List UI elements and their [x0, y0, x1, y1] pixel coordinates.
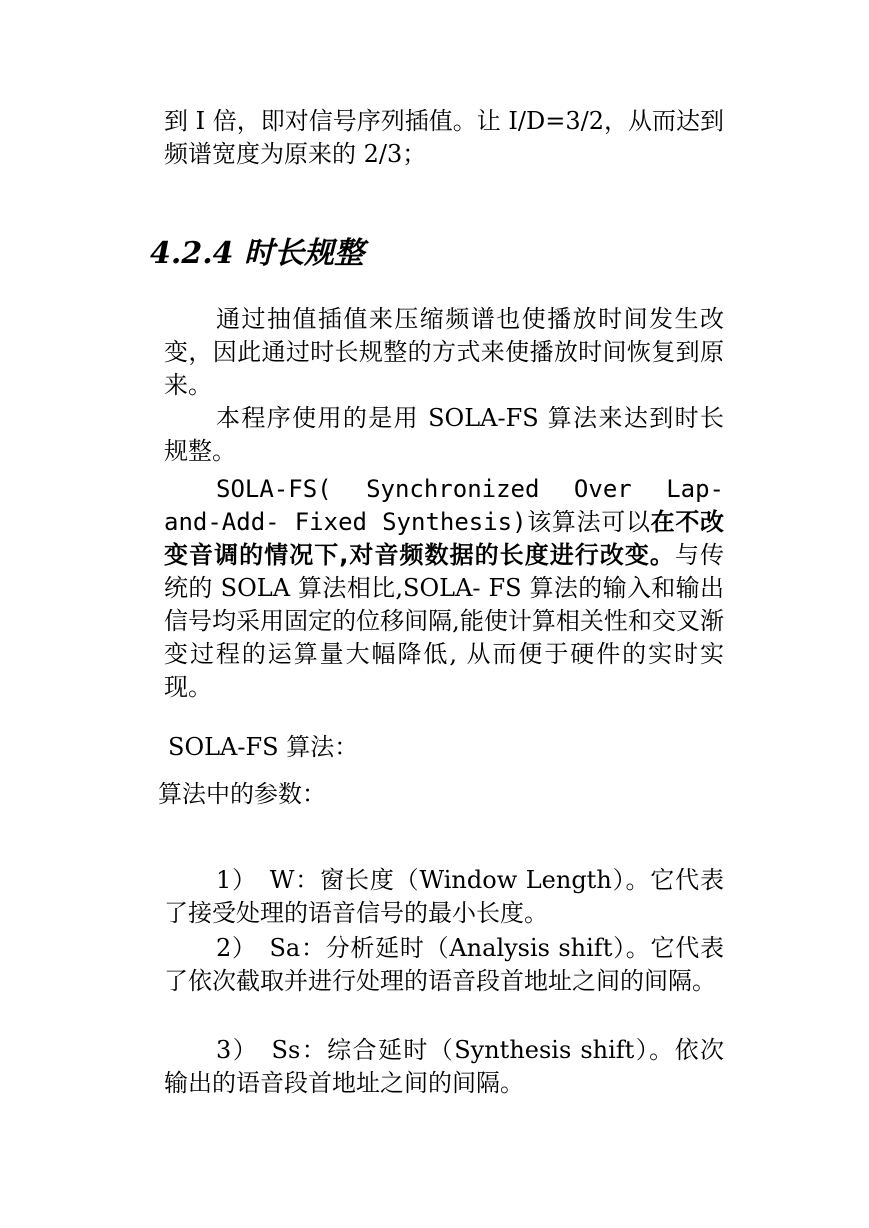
param-window-length: 1） W：窗长度（Window Length）。它代表了接受处理的语音信号的最小长度。 — [164, 866, 724, 927]
sola-fs-description-suffix: 与传统的 SOLA 算法相比,SOLA- FS 算法的输入和输出信号均采用固定的位移间隔,能使计算相关性和交叉渐变过程的运算量大幅降低, 从而便于硬件的实时实现。 — [164, 541, 724, 701]
paragraph-time-scaling: 通过抽值插值来压缩频谱也使播放时间发生改变，因此通过时长规整的方式来使播放时间恢复到原来。 — [164, 305, 724, 399]
algorithm-label: SOLA-FS 算法： — [168, 733, 359, 761]
intro-paragraph: 到 I 倍，即对信号序列插值。让 I/D=3/2，从而达到频谱宽度为原来的 2/3； — [164, 107, 724, 168]
params-label: 算法中的参数： — [158, 780, 326, 808]
paragraph-sola-fs-description — [164, 473, 724, 704]
param-synthesis-shift: 3） Ss：综合延时（Synthesis shift）。依次输出的语音段首地址之间的间隔。 — [164, 1036, 724, 1097]
sola-fs-emphasis: 在不改变音调的情况下,对音频数据的长度进行改变。 — [164, 508, 725, 569]
paragraph-sola-fs-usage: 本程序使用的是用 SOLA-FS 算法来达到时长规整。 — [164, 404, 724, 465]
sola-fs-description-prefix: SOLA-FS( Synchronized Over Lap- and-Add- Fixed Synthesis)该算法可以 — [164, 475, 724, 536]
param-analysis-shift: 2） Sa：分析延时（Analysis shift）。它代表了依次截取并进行处理的语音段首地址之间的间隔。 — [164, 934, 724, 995]
section-heading: 4.2.4 时长规整 — [150, 236, 364, 271]
